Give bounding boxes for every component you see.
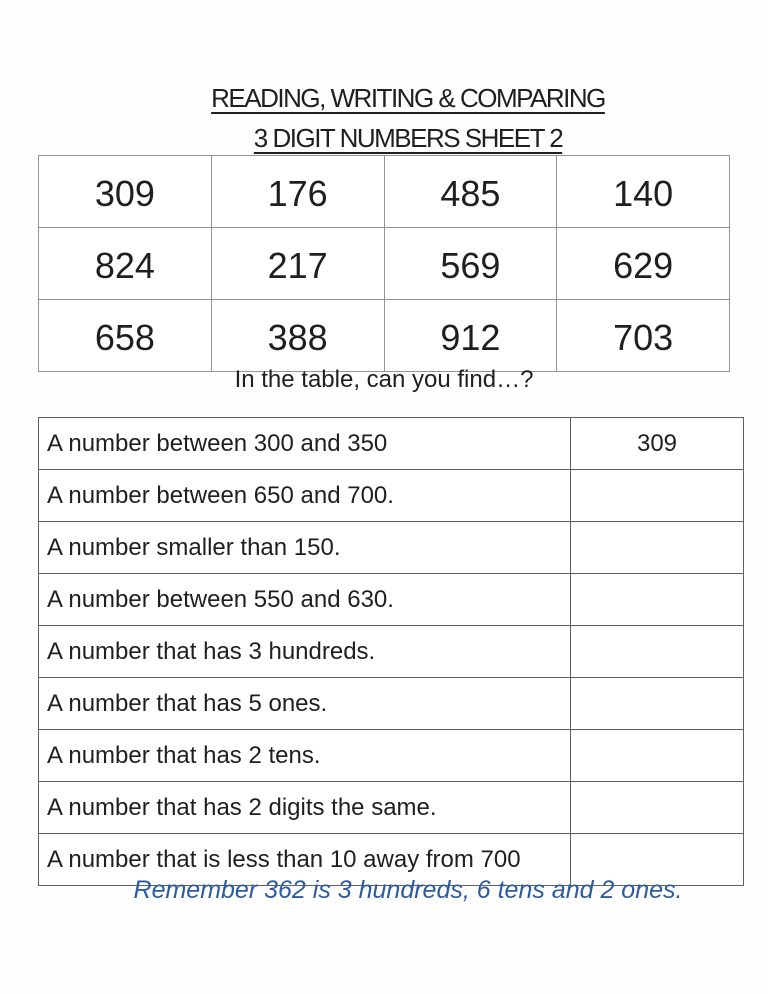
number-cell: 485 [384,156,557,228]
number-cell: 217 [211,228,384,300]
number-grid-row [39,300,730,372]
question-cell: A number between 300 and 350 [39,418,571,470]
answer-cell [571,522,744,574]
question-row [39,782,744,834]
question-cell: A number that has 2 tens. [39,730,571,782]
question-row [39,522,744,574]
question-table [38,417,744,886]
number-cell: 912 [384,300,557,372]
answer-cell [571,678,744,730]
number-grid-row [39,228,730,300]
question-row [39,678,744,730]
question-row [39,730,744,782]
number-cell: 629 [557,228,730,300]
question-cell: A number that is less than 10 away from 700 [39,834,571,886]
number-grid-row [39,156,730,228]
worksheet-title [24,78,768,158]
question-row [39,470,744,522]
prompt-text: In the table, can you find…? [234,366,534,393]
question-cell: A number between 550 and 630. [39,574,571,626]
title-line-1: READING, WRITING & COMPARING [211,83,605,113]
footer-note: Remember 362 is 3 hundreds, 6 tens and 2 ones. [133,876,683,904]
answer-cell: 309 [571,418,744,470]
question-cell: A number between 650 and 700. [39,470,571,522]
number-grid-table [38,155,730,372]
question-cell: A number that has 2 digits the same. [39,782,571,834]
number-cell: 569 [384,228,557,300]
number-cell: 658 [39,300,212,372]
answer-cell [571,470,744,522]
answer-cell [571,730,744,782]
number-cell: 176 [211,156,384,228]
question-cell: A number that has 3 hundreds. [39,626,571,678]
question-row [39,574,744,626]
answer-cell [571,782,744,834]
number-cell: 703 [557,300,730,372]
answer-cell [571,574,744,626]
question-row [39,418,744,470]
title-line-2: 3 DIGIT NUMBERS SHEET 2 [253,123,563,153]
question-row [39,626,744,678]
number-cell: 309 [39,156,212,228]
number-cell: 388 [211,300,384,372]
number-cell: 140 [557,156,730,228]
answer-cell [571,626,744,678]
question-cell: A number smaller than 150. [39,522,571,574]
question-cell: A number that has 5 ones. [39,678,571,730]
number-cell: 824 [39,228,212,300]
